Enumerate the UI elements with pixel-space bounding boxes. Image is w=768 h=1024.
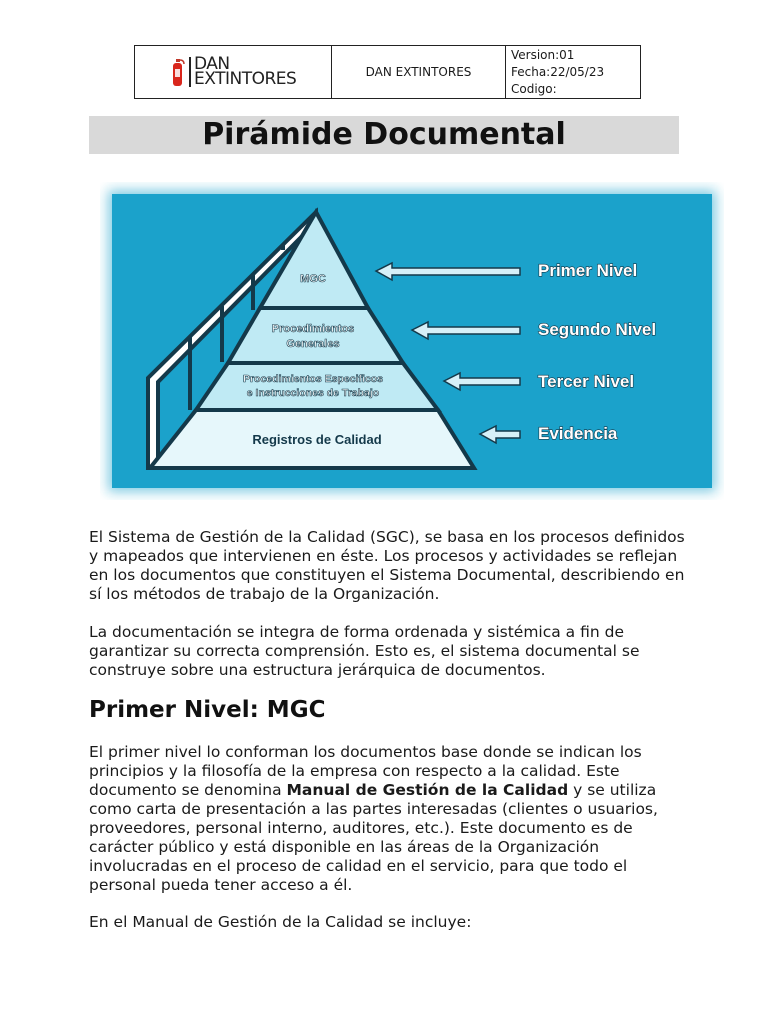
level-2-text-line1: Procedimientos — [271, 323, 355, 335]
paragraph-first-level-part2: y se utiliza como carta de presentación a las partes interesadas (clientes o usuarios, proveedores, personal interno, auditores, etc.). Este documento es de carácter público y está disponible en las áreas de la Organización involucradas en el proceso de calidad en el servicio, para que todo el personal pueda tener acceso a él. — [89, 781, 658, 894]
logo-line-1: DAN — [194, 54, 230, 74]
logo-cell — [135, 46, 332, 99]
label-primer-nivel: Primer Nivel — [538, 261, 638, 280]
pyramid-svg — [100, 182, 724, 500]
paragraph-manual-includes: En el Manual de Gestión de la Calidad se incluye: — [89, 913, 472, 931]
label-segundo-nivel: Segundo Nivel — [538, 320, 657, 339]
label-tercer-nivel: Tercer Nivel — [538, 372, 635, 391]
code-field: Codigo: — [511, 81, 557, 96]
pyramid-diagram — [100, 182, 724, 500]
company-name: DAN EXTINTORES — [332, 46, 506, 99]
manual-name-bold: Manual de Gestión de la Calidad — [286, 781, 569, 799]
level-3-text-line2: e Instrucciones de Trabajo — [246, 387, 380, 399]
fire-extinguisher-icon — [171, 57, 185, 87]
level-2-text-line2: Generales — [286, 338, 340, 350]
version-field: Version:01 — [511, 47, 575, 62]
document-header — [134, 45, 641, 99]
paragraph-first-level — [89, 743, 689, 895]
level-4-text: Registros de Calidad — [252, 432, 382, 447]
section-heading: Primer Nivel: MGC — [89, 697, 326, 723]
logo-line-2: EXTINTORES — [194, 69, 297, 89]
logo-text — [189, 54, 297, 89]
title-bar — [89, 116, 679, 154]
paragraph-first-level-part1: El primer nivel lo conforman los documentos base donde se indican los principios y la filosofía de la empresa con respecto a la calidad. Este documento se denomina — [89, 743, 642, 799]
page-title: Pirámide Documental — [202, 117, 566, 152]
company-logo — [135, 54, 331, 89]
paragraph-intro: El Sistema de Gestión de la Calidad (SGC), se basa en los procesos definidos y mapeados que intervienen en éste. Los procesos y actividades se reflejan en los documentos que constituyen el Sistema Documental, describiendo en sí los métodos de trabajo de la Organización. — [89, 528, 685, 603]
label-evidencia: Evidencia — [538, 424, 618, 443]
level-3-text-line1: Procedimientos Especificos — [242, 373, 384, 385]
paragraph-documentation: La documentación se integra de forma ordenada y sistémica a fin de garantizar su correcta comprensión. Esto es, el sistema documental se construye sobre una estructura jerárquica de documentos. — [89, 623, 640, 679]
date-field: Fecha:22/05/23 — [511, 64, 605, 79]
document-meta — [506, 46, 641, 99]
level-1-text: MGC — [300, 273, 326, 285]
